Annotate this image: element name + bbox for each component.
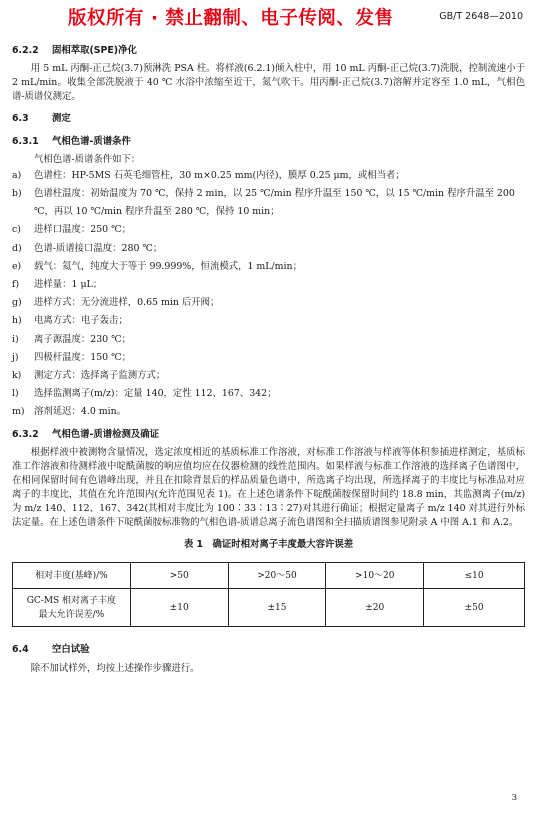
section-6-3-1-heading bbox=[12, 135, 525, 149]
section-number: 6.3.2 bbox=[12, 428, 39, 440]
item-label: b) bbox=[12, 187, 22, 199]
section-title: 气相色谱-质谱条件 bbox=[52, 135, 131, 147]
item-label: e) bbox=[12, 260, 22, 272]
table-cell: >20～50 bbox=[228, 563, 326, 589]
item-text: 溶剂延迟：4.0 min。 bbox=[34, 406, 127, 418]
section-number: 6.3.1 bbox=[12, 135, 39, 147]
list-item bbox=[12, 276, 525, 294]
gcms-conditions-list bbox=[12, 167, 525, 422]
list-item bbox=[12, 312, 525, 330]
item-label: a) bbox=[12, 169, 22, 181]
section-6-2-2-heading bbox=[12, 44, 525, 58]
section-6-3-2-heading bbox=[12, 428, 525, 442]
item-label: h) bbox=[12, 315, 22, 327]
table-cell: >10～20 bbox=[326, 563, 424, 589]
table-cell: ±10 bbox=[130, 589, 228, 627]
item-label: m) bbox=[12, 406, 25, 418]
list-item bbox=[12, 240, 525, 258]
section-6-3-heading bbox=[12, 112, 525, 126]
ion-abundance-tolerance-table bbox=[12, 562, 525, 627]
list-item bbox=[12, 185, 525, 221]
item-text: 四极杆温度：150 ℃； bbox=[34, 351, 131, 363]
item-text: 进样口温度：250 ℃； bbox=[34, 224, 131, 236]
item-label: j) bbox=[12, 351, 19, 363]
section-number: 6.4 bbox=[12, 644, 29, 656]
list-item bbox=[12, 221, 525, 239]
section-title: 空白试验 bbox=[52, 644, 90, 656]
table-cell: ±50 bbox=[424, 589, 525, 627]
item-text: 进样量：1 μL； bbox=[34, 278, 103, 290]
standard-code: GB/T 2648—2010 bbox=[439, 11, 523, 22]
item-text: 色谱柱温度：初始温度为 70 ℃，保持 2 min，以 25 ℃/min 程序升温至 150 ℃，以 15 ℃/min 程序升温至 200 ℃，再以 10 ℃/min 程序升温至 280 ℃，保持 10 min； bbox=[34, 187, 515, 218]
item-text: 色谱-质谱接口温度：280 ℃； bbox=[34, 242, 163, 254]
table-cell: >50 bbox=[130, 563, 228, 589]
item-label: k) bbox=[12, 370, 22, 381]
item-label: l) bbox=[12, 388, 19, 400]
item-text: 载气：氦气，纯度大于等于 99.999%，恒流模式，1 mL/min； bbox=[34, 260, 302, 272]
row-header: 相对丰度(基峰)/% bbox=[13, 563, 131, 589]
list-item bbox=[12, 385, 525, 403]
list-item bbox=[12, 167, 525, 185]
conditions-intro: 气相色谱-质谱条件如下： bbox=[34, 153, 141, 165]
item-label: g) bbox=[12, 297, 22, 309]
list-item bbox=[12, 294, 525, 312]
item-label: d) bbox=[12, 242, 22, 254]
document-page bbox=[12, 42, 525, 682]
table-cell: ±20 bbox=[326, 589, 424, 627]
item-text: 电离方式：电子轰击； bbox=[34, 315, 128, 327]
section-title: 测定 bbox=[52, 113, 71, 125]
section-title: 气相色谱-质谱检测及确证 bbox=[52, 428, 160, 440]
item-text: 进样方式：无分流进样，0.65 min 后开阀； bbox=[34, 297, 220, 309]
table-cell: ≤10 bbox=[424, 563, 525, 589]
table-row bbox=[13, 563, 525, 589]
list-item bbox=[12, 403, 525, 421]
table-row bbox=[13, 589, 525, 627]
section-6-4-paragraph: 除不加试样外，均按上述操作步骤进行。 bbox=[30, 662, 200, 674]
item-text: 色谱柱：HP-5MS 石英毛细管柱，30 m×0.25 mm(内径)，膜厚 0.25 μm，或相当者； bbox=[34, 169, 405, 181]
section-6-4-heading bbox=[12, 643, 525, 657]
list-item bbox=[12, 349, 525, 367]
page-number: 3 bbox=[511, 793, 517, 803]
table-cell: ±15 bbox=[228, 589, 326, 627]
item-label: f) bbox=[12, 278, 20, 290]
section-6-3-2-paragraph: 根据样液中被测物含量情况，选定浓度相近的基质标准工作溶液，对标准工作溶液与样液等体积参插进样测定，基质标准工作溶液和待测样液中啶酰菌胺的响应值均应在仪器检测的线性范围内。如果样液与标准工作溶液的选择离子色谱图中，在相同保留时间有色谱峰出现，并且在扣除背景后的样品质量色谱中，所选离子均出现，所选择离子的丰度比与标准品对应离子的丰度比，其值在允许范围内(允许范围见表 1)。在上述色谱条件下啶酰菌胺保留时间约 18.8 min，其监测离子(m/z)为 m/z 140、112、167、342(其相对丰度比为 100∶33∶13∶27)对其进行确证；根据定量离子 m/z 140 对其进行外标法定量。在上述色谱条件下啶酰菌胺标准物的气相色谱-质谱总离子流色谱图和全扫描质谱图参见附录 A 中图 A.1 和 A.2。 bbox=[12, 446, 525, 529]
section-6-2-2-paragraph: 用 5 mL 丙酮-正己烷(3.7)预淋洗 PSA 柱。将样液(6.2.1)倾入柱中，用 10 mL 丙酮-正己烷(3.7)洗脱，控制流速小于 2 mL/min。收集全部洗脱液于 40 ℃ 水浴中浓缩至近干，氮气吹干。用丙酮-正己烷(3.7)溶解并定容至 1.0 mL，气相色谱-质谱仪测定。 bbox=[12, 63, 525, 103]
section-title: 固相萃取(SPE)净化 bbox=[52, 45, 137, 56]
item-label: c) bbox=[12, 224, 21, 236]
item-text: 离子源温度：230 ℃； bbox=[34, 333, 131, 345]
table-1-title: 表 1 确证时相对离子丰度最大容许误差 bbox=[183, 539, 354, 551]
section-number: 6.3 bbox=[12, 113, 29, 125]
row-header: GC-MS 相对离子丰度最大允许误差/% bbox=[13, 589, 131, 627]
item-text: 测定方式：选择离子监测方式； bbox=[34, 370, 166, 381]
list-item bbox=[12, 258, 525, 276]
item-label: i) bbox=[12, 333, 19, 345]
list-item bbox=[12, 367, 525, 385]
copyright-watermark: 版权所有 · 禁止翻制、电子传阅、发售 bbox=[68, 8, 394, 29]
section-number: 6.2.2 bbox=[12, 45, 39, 56]
list-item bbox=[12, 331, 525, 349]
item-text: 选择监测离子(m/z)：定量 140，定性 112、167、342； bbox=[34, 388, 277, 400]
